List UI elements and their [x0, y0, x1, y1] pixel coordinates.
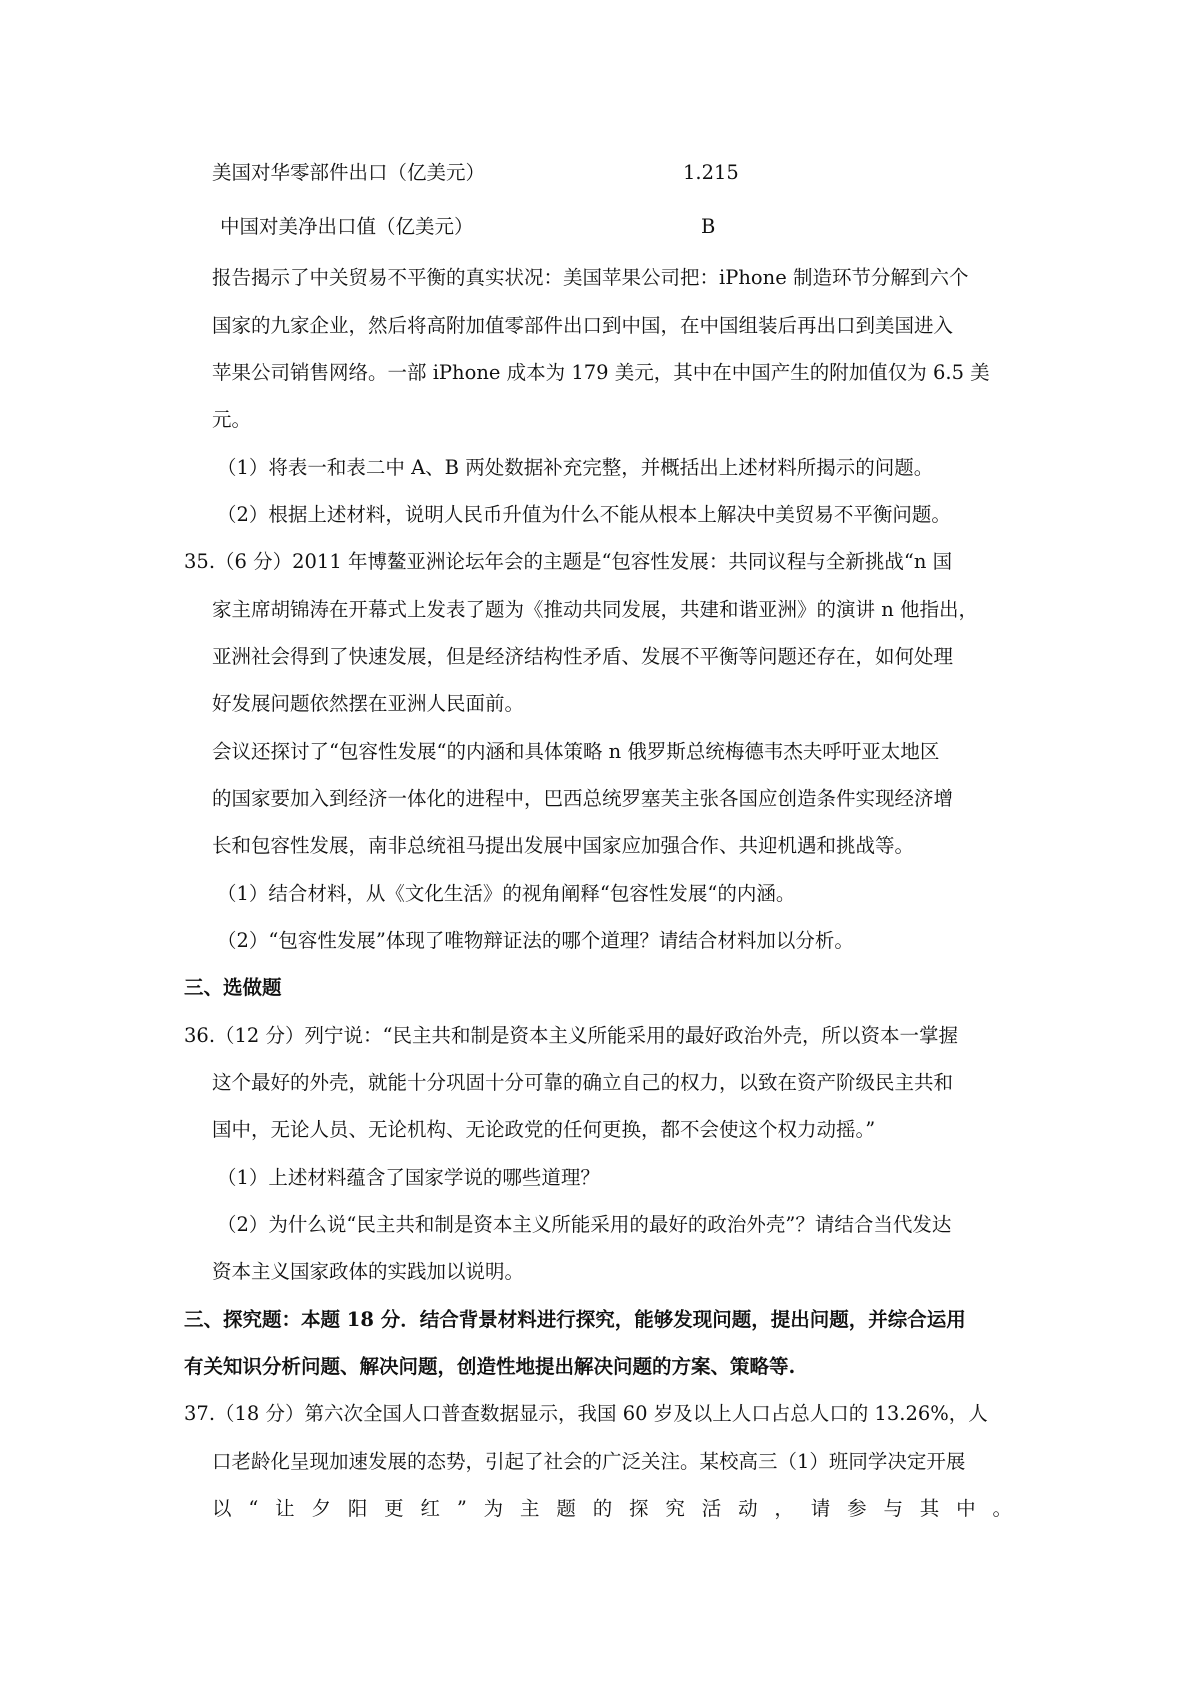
report-line: 元。 — [212, 408, 252, 431]
report-line: 苹果公司销售网络。一部 iPhone 成本为 179 美元，其中在中国产生的附加值仅为 6.5 美 — [212, 361, 990, 384]
question-36-sub-2: （2）为什么说“民主共和制是资本主义所能采用的最好的政治外壳”？请结合当代发达 — [217, 1213, 952, 1236]
table-row-label: 中国对美净出口值（亿美元） — [220, 215, 474, 238]
section-heading-explore: 有关知识分析问题、解决问题，创造性地提出解决问题的方案、策略等. — [184, 1355, 796, 1378]
question-35-sub-1: （1）结合材料，从《文化生活》的视角阐释“包容性发展“的内涵。 — [217, 882, 796, 905]
question-36-line: 36.（12 分）列宁说：“民主共和制是资本主义所能采用的最好政治外壳，所以资本一掌握 — [184, 1024, 958, 1047]
section-heading-explore: 三、探究题：本题 18 分．结合背景材料进行探究，能够发现问题，提出问题，并综合运用 — [184, 1308, 966, 1331]
question-35-line: 好发展问题依然摆在亚洲人民面前。 — [212, 692, 525, 715]
question-37-line: 口老龄化呈现加速发展的态势，引起了社会的广泛关注。某校高三（1）班同学决定开展 — [212, 1450, 966, 1473]
question-36-line: 这个最好的外壳，就能十分巩固十分可靠的确立自己的权力，以致在资产阶级民主共和 — [212, 1071, 954, 1094]
question-35-line: 长和包容性发展，南非总统祖马提出发展中国家应加强合作、共迎机遇和挑战等。 — [212, 834, 915, 857]
question-35-sub-2: （2）“包容性发展”体现了唯物辩证法的哪个道理？请结合材料加以分析。 — [217, 929, 854, 952]
question-36-sub-2: 资本主义国家政体的实践加以说明。 — [212, 1260, 525, 1283]
report-line: 报告揭示了中关贸易不平衡的真实状况：美国苹果公司把：iPhone 制造环节分解到六个 — [212, 266, 969, 289]
question-36-sub-1: （1）上述材料蕴含了国家学说的哪些道理？ — [217, 1166, 600, 1189]
table-row-value: B — [701, 215, 716, 238]
question-35-line: 的国家要加入到经济一体化的进程中，巴西总统罗塞芙主张各国应创造条件实现经济增 — [212, 787, 954, 810]
section-heading-elective: 三、选做题 — [184, 976, 282, 999]
report-line: 国家的九家企业，然后将高附加值零部件出口到中国，在中国组装后再出口到美国进入 — [212, 314, 954, 337]
question-37-line: 37.（18 分）第六次全国人口普查数据显示，我国 60 岁及以上人口占总人口的 13.26%，人 — [184, 1402, 988, 1425]
report-question-2: （2）根据上述材料，说明人民币升值为什么不能从根本上解决中美贸易不平衡问题。 — [217, 503, 951, 526]
question-35-line: 35.（6 分）2011 年博鳌亚洲论坛年会的主题是“包容性发展：共同议程与全新挑战“n 国 — [184, 550, 953, 573]
question-37-line: 以“让夕阳更红”为主题的探究活动，请参与其中。 — [212, 1497, 1012, 1520]
question-35-line: 亚洲社会得到了快速发展，但是经济结构性矛盾、发展不平衡等问题还存在，如何处理 — [212, 645, 954, 668]
table-row-value: 1.215 — [683, 161, 739, 184]
question-35-line: 家主席胡锦涛在开幕式上发表了题为《推动共同发展，共建和谐亚洲》的演讲 n 他指出， — [212, 598, 978, 621]
table-row-label: 美国对华零部件出口（亿美元） — [212, 161, 486, 184]
report-question-1: （1）将表一和表二中 A、B 两处数据补充完整，并概括出上述材料所揭示的问题。 — [217, 456, 934, 479]
question-35-line: 会议还探讨了“包容性发展“的内涵和具体策略 n 俄罗斯总统梅德韦杰夫呼吁亚太地区 — [212, 740, 940, 763]
question-36-line: 国中，无论人员、无论机构、无论政党的任何更换，都不会使这个权力动摇。” — [212, 1118, 876, 1141]
